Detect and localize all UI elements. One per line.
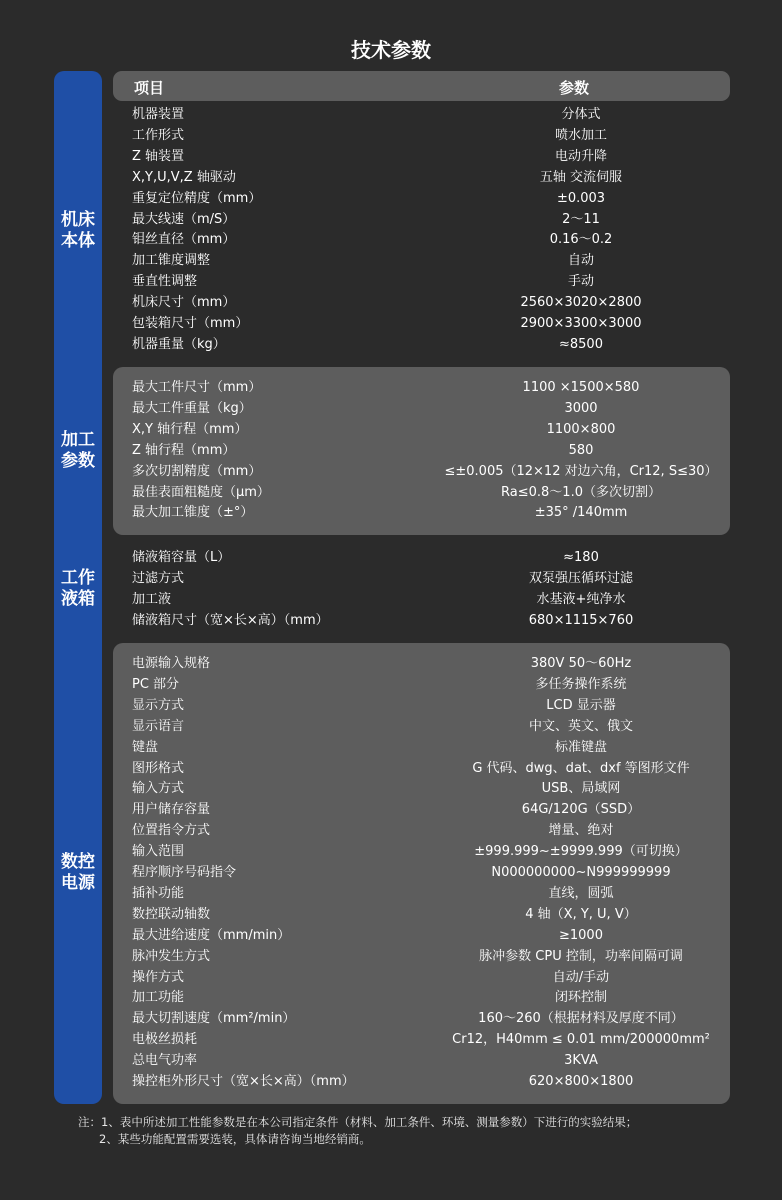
- row-label: 最大加工锥度（±°）: [132, 505, 254, 521]
- footnote-1: 注：1、表中所述加工性能参数是在本公司指定条件（材料、加工条件、环境、测量参数）下进行的实验结果；: [78, 1115, 638, 1129]
- table-row: [0, 862, 782, 883]
- row-value: 0.16～0.2: [549, 232, 613, 248]
- row-label: 用户储存容量: [132, 802, 211, 818]
- row-label: 储液箱容量（L）: [132, 550, 231, 565]
- row-label: 包装箱尺寸（mm）: [132, 316, 249, 331]
- row-label: 重复定位精度（mm）: [132, 190, 262, 206]
- row-label: 操控柜外形尺寸（宽×长×高）（mm）: [132, 1074, 355, 1089]
- table-row: [0, 904, 782, 925]
- table-row: [0, 841, 782, 862]
- row-value: ±0.003: [556, 190, 606, 206]
- row-value: 自动: [567, 253, 594, 269]
- row-label: 机器重量（kg）: [132, 336, 226, 352]
- section-label-cnc-power: 数控 电源: [61, 852, 95, 893]
- table-row: [0, 946, 782, 967]
- table-row: [0, 778, 782, 799]
- table-row: [0, 271, 782, 292]
- row-label: 垂直性调整: [132, 274, 198, 290]
- row-value: 脉冲参数 CPU 控制，功率间隔可调: [479, 948, 683, 964]
- row-value: Ra≤0.8～1.0（多次切割）: [501, 484, 661, 500]
- row-value: 2900×3300×3000: [520, 316, 642, 331]
- table-row: [0, 967, 782, 988]
- row-value: 喷水加工: [554, 127, 607, 143]
- table-row: [0, 292, 782, 313]
- header-item: 项目: [134, 79, 165, 97]
- row-value: 增量、绝对: [548, 823, 614, 839]
- table-row: [0, 987, 782, 1008]
- row-label: 位置指令方式: [132, 823, 211, 839]
- row-label: 储液箱尺寸（宽×长×高）（mm）: [132, 612, 329, 628]
- row-label: 最佳表面粗糙度（μm）: [132, 484, 270, 500]
- row-label: Z 轴装置: [132, 148, 185, 164]
- header-param: 参数: [559, 79, 590, 97]
- row-value: 自动/手动: [552, 969, 610, 985]
- row-value: 3KVA: [564, 1053, 598, 1069]
- row-label: 最大线速（m/S）: [132, 211, 236, 227]
- row-value: 电动升降: [554, 148, 607, 164]
- row-label: 显示语言: [132, 718, 185, 734]
- table-row: [0, 334, 782, 355]
- table-row: [0, 313, 782, 334]
- table-row: [0, 758, 782, 779]
- row-label: Z 轴行程（mm）: [132, 442, 236, 458]
- row-label: 工作形式: [132, 127, 185, 143]
- table-row: [0, 146, 782, 167]
- table-row: [0, 188, 782, 209]
- row-value: 五轴 交流伺服: [539, 169, 623, 185]
- row-value: 双泵强压循环过滤: [528, 570, 633, 586]
- row-value: 160～260（根据材料及厚度不同）: [478, 1011, 684, 1027]
- table-row: [0, 653, 782, 674]
- table-row: [0, 229, 782, 250]
- row-value: Cr12，H40mm ≤ 0.01 mm/200000mm²: [452, 1032, 710, 1048]
- row-value: N000000000~N999999999: [491, 865, 671, 880]
- table-row: [0, 1029, 782, 1050]
- row-label: 加工功能: [132, 990, 185, 1006]
- row-value: 1100 ×1500×580: [522, 380, 640, 395]
- row-value: ≤±0.005（12×12 对边六角，Cr12, S≤30）: [444, 463, 718, 479]
- table-row: [0, 1050, 782, 1071]
- row-value: 64G/120G（SSD）: [521, 802, 641, 818]
- row-label: 最大工件尺寸（mm）: [132, 380, 262, 395]
- row-label: 电源输入规格: [132, 656, 211, 671]
- row-value: G 代码、dwg、dat、dxf 等图形文件: [472, 760, 690, 776]
- table-row: [0, 1071, 782, 1092]
- table-row: [0, 610, 782, 631]
- table-row: [0, 925, 782, 946]
- row-label: 显示方式: [132, 697, 185, 713]
- row-value: 分体式: [561, 107, 601, 122]
- row-value: 620×800×1800: [528, 1074, 634, 1089]
- table-row: [0, 209, 782, 230]
- row-label: X,Y,U,V,Z 轴驱动: [132, 169, 236, 185]
- page-title: 技术参数: [351, 38, 431, 62]
- row-value: 中文、英文、俄文: [528, 718, 633, 734]
- row-label: 总电气功率: [132, 1053, 198, 1069]
- table-row: [0, 419, 782, 440]
- row-value: 水基液+纯净水: [536, 591, 626, 607]
- row-value: 手动: [567, 274, 594, 290]
- table-row: [0, 125, 782, 146]
- row-value: ≥1000: [559, 927, 603, 943]
- row-label: 最大工件重量（kg）: [132, 400, 252, 416]
- row-value: 680×1115×760: [528, 612, 634, 628]
- row-value: 直线，圆弧: [548, 885, 614, 901]
- table-row: [0, 377, 782, 398]
- row-label: 输入方式: [132, 781, 185, 797]
- row-value: ≈8500: [559, 336, 603, 352]
- table-row: [0, 820, 782, 841]
- table-row: [0, 167, 782, 188]
- row-label: 图形格式: [132, 760, 185, 776]
- row-value: 标准键盘: [554, 739, 607, 755]
- row-label: 加工锥度调整: [132, 253, 211, 269]
- row-value: 1100×800: [546, 421, 616, 437]
- row-label: X,Y 轴行程（mm）: [132, 421, 248, 437]
- section-label-machine-body: 机床 本体: [61, 210, 95, 251]
- row-value: ≈180: [563, 550, 599, 565]
- row-value: 闭环控制: [554, 990, 607, 1006]
- row-label: 插补功能: [132, 885, 185, 901]
- row-label: 机床尺寸（mm）: [132, 295, 236, 311]
- row-label: 最大切割速度（mm²/min）: [132, 1011, 296, 1027]
- row-value: LCD 显示器: [546, 697, 616, 713]
- row-value: 2～11: [562, 211, 600, 227]
- row-value: 4 轴（X, Y, U, V）: [525, 906, 637, 922]
- row-label: 机器装置: [132, 107, 185, 122]
- table-row: [0, 502, 782, 523]
- table-row: [0, 568, 782, 589]
- table-row: [0, 674, 782, 695]
- footnotes: [78, 1114, 738, 1148]
- row-label: 加工液: [132, 591, 172, 607]
- row-label: 数控联动轴数: [132, 906, 211, 922]
- table-row: [0, 461, 782, 482]
- row-value: USB、局域网: [541, 781, 621, 797]
- section-label-fluid-tank: 工作 液箱: [61, 568, 95, 609]
- row-label: 程序顺序号码指令: [132, 865, 237, 880]
- row-label: 脉冲发生方式: [132, 948, 211, 964]
- table-row: [0, 440, 782, 461]
- row-label: 电极丝损耗: [132, 1032, 198, 1048]
- row-label: 多次切割精度（mm）: [132, 463, 262, 479]
- row-value: ±35° /140mm: [534, 505, 628, 521]
- table-row: [0, 883, 782, 904]
- row-label: PC 部分: [132, 676, 180, 692]
- table-row: [0, 695, 782, 716]
- footnote-2: 2、某些功能配置需要选装，具体请咨询当地经销商。: [99, 1132, 371, 1146]
- row-value: 380V 50～60Hz: [530, 656, 632, 671]
- table-row: [0, 737, 782, 758]
- row-value: 2560×3020×2800: [520, 295, 642, 311]
- row-label: 键盘: [132, 739, 159, 755]
- row-label: 操作方式: [132, 969, 185, 985]
- table-row: [0, 398, 782, 419]
- section-label-machining-params: 加工 参数: [61, 430, 95, 471]
- table-row: [0, 716, 782, 737]
- row-value: ±999.999~±9999.999（可切换）: [474, 844, 688, 860]
- table-row: [0, 547, 782, 568]
- table-header: [113, 71, 730, 101]
- row-value: 580: [568, 442, 594, 458]
- row-value: 多任务操作系统: [535, 676, 627, 692]
- table-row: [0, 250, 782, 271]
- table-row: [0, 589, 782, 610]
- table-row: [0, 482, 782, 503]
- row-label: 输入范围: [132, 844, 185, 860]
- table-row: [0, 1008, 782, 1029]
- row-value: 3000: [564, 400, 598, 416]
- row-label: 最大进给速度（mm/min）: [132, 927, 291, 943]
- table-row: [0, 104, 782, 125]
- table-row: [0, 799, 782, 820]
- row-label: 钼丝直径（mm）: [132, 232, 236, 248]
- row-label: 过滤方式: [132, 570, 185, 586]
